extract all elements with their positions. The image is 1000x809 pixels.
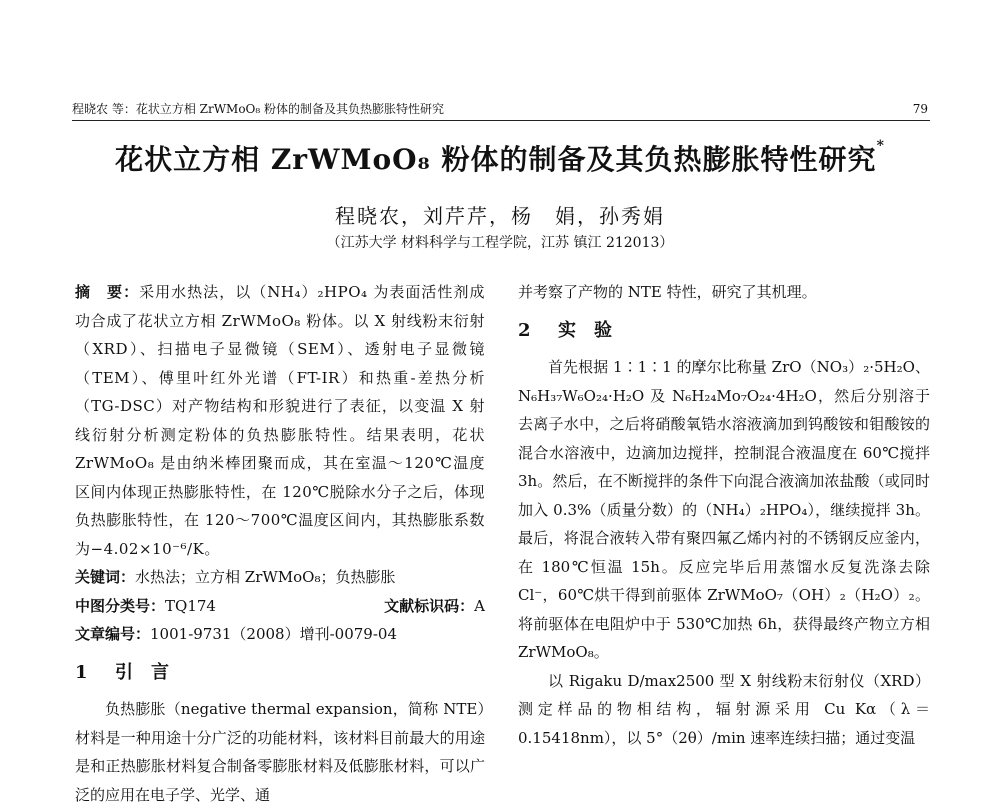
section-1-title: 引 言 [115, 661, 169, 683]
article-number [75, 620, 485, 649]
page-number: 79 [912, 102, 928, 116]
keywords-text: 水热法；立方相 ZrWMoO₈；负热膨胀 [135, 568, 396, 586]
article-number-label: 文章编号： [75, 625, 151, 643]
classification-line [75, 592, 485, 621]
paper-title [0, 138, 1000, 178]
abstract [75, 278, 485, 563]
paper-title-text: 花状立方相 ZrWMoO₈ 粉体的制备及其负热膨胀特性研究 [115, 143, 877, 176]
abstract-label: 摘 要： [75, 283, 140, 301]
running-header [72, 98, 930, 121]
section-1-number: 1 [75, 661, 88, 683]
section-2-title: 实 验 [558, 319, 612, 341]
section-2-paragraph-2: 以 Rigaku D/max2500 型 X 射线粉末衍射仪（XRD）测定样品的物相结构，辐射源采用 Cu Kα（λ＝0.15418nm），以 5°（2θ）/min 速率连续扫描；通过变温 [518, 671, 930, 747]
clc-value: TQ174 [165, 596, 216, 615]
clc-label: 中图分类号： [75, 596, 166, 615]
doc-code-value: A [474, 596, 485, 615]
article-number-value: 1001-9731（2008）增刊-0079-04 [150, 625, 398, 643]
keywords [75, 563, 485, 592]
affiliation: （江苏大学 材料科学与工程学院，江苏 镇江 212013） [326, 235, 674, 251]
keywords-label: 关键词： [75, 568, 136, 586]
right-column [518, 278, 930, 752]
running-head-text: 程晓农 等：花状立方相 ZrWMoO₈ 粉体的制备及其负热膨胀特性研究 [72, 102, 445, 116]
section-1-paragraph: 负热膨胀（negative thermal expansion，简称 NTE）材料是一种用途十分广泛的功能材料，该材料目前最大的用途是和正热膨胀材料复合制备零膨胀材料及低膨胀材料，可以广泛的应用在电子学、光学、通 [75, 700, 485, 804]
doc-code-label: 文献标识码： [384, 596, 475, 615]
section-2-number: 2 [518, 319, 531, 341]
continued-paragraph: 并考察了产物的 NTE 特性，研究了其机理。 [518, 283, 817, 301]
author-list: 程晓农，刘芹芹，杨 娟，孙秀娟 [335, 204, 665, 228]
section-1-heading [75, 659, 485, 688]
abstract-text: 采用水热法，以（NH₄）₂HPO₄ 为表面活性剂成功合成了花状立方相 ZrWMoO₈ 粉体。以 X 射线粉末衍射（XRD）、扫描电子显微镜（SEM）、透射电子显微镜（TEM）、傅里叶红外光谱（FT-IR）和热重-差热分析（TG-DSC）对产物结构和形貌进行了表征，以变温 X 射线衍射分析测定粉体的负热膨胀特性。结果表明，花状 ZrWMoO₈ 是由纳米棒团聚而成，其在室温～120℃温度区间内体现正热膨胀特性，在 120℃脱除水分子之后，体现负热膨胀特性，在 120～700℃温度区间内，其热膨胀系数为−4.02×10⁻⁶/K。 [75, 283, 485, 558]
left-column [75, 278, 485, 809]
section-2-heading [518, 317, 930, 346]
section-2-paragraph-1: 首先根据 1∶1∶1 的摩尔比称量 ZrO（NO₃）₂·5H₂O、N₆H₃₇W₆O₂₄·H₂O 及 N₆H₂₄Mo₇O₂₄·4H₂O，然后分别溶于去离子水中，之后将硝酸氧锆水溶液滴加到钨酸铵和钼酸铵的混合水溶液中，边滴加边搅拌，控制混合液温度在 60℃搅拌 3h。然后，在不断搅拌的条件下向混合液滴加浓盐酸（或同时加入 0.3%（质量分数）的（NH₄）₂HPO₄），继续搅拌 3h。最后，将混合液转入带有聚四氟乙烯内衬的不锈钢反应釜内，在 180℃恒温 15h。反应完毕后用蒸馏水反复洗涤去除 Cl⁻，60℃烘干得到前驱体 ZrWMoO₇（OH）₂（H₂O）₂。将前驱体在电阻炉中于 530℃加热 6h，获得最终产物立方相 ZrWMoO₈。 [518, 358, 930, 661]
title-footnote-mark: * [876, 138, 885, 154]
